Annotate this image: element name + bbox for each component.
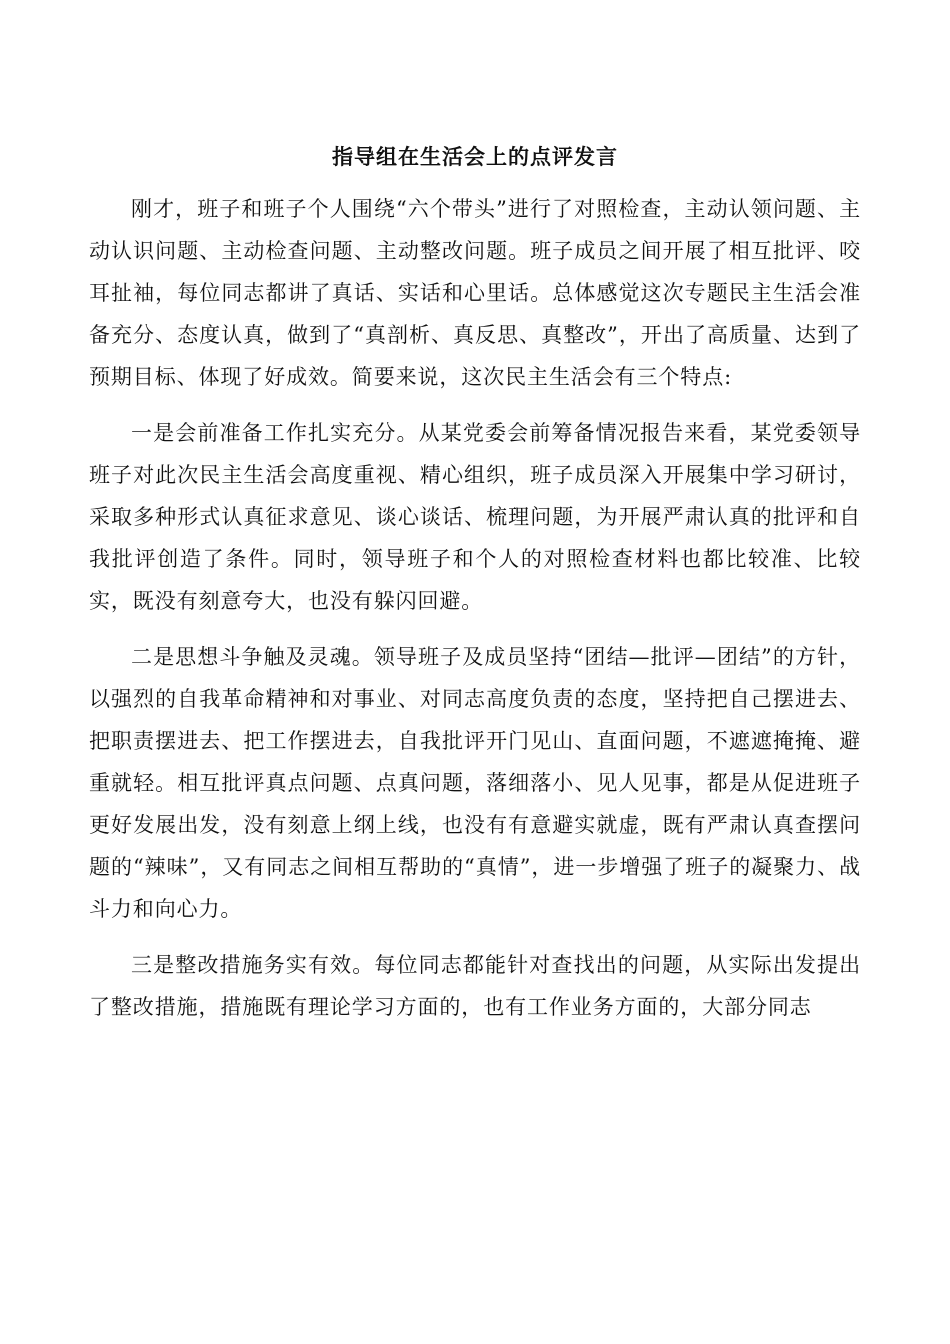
- paragraph-point-one: 一是会前准备工作扎实充分。从某党委会前筹备情况报告来看，某党委领导班子对此次民主生活会高度重视、精心组织，班子成员深入开展集中学习研讨，采取多种形式认真征求意见、谈心谈话、梳理问题，为开展严肃认真的批评和自我批评创造了条件。同时，领导班子和个人的对照检查材料也都比较准、比较实，既没有刻意夸大，也没有躲闪回避。: [89, 421, 861, 613]
- document-body: [89, 188, 861, 1028]
- paragraph-point-three: 三是整改措施务实有效。每位同志都能针对查找出的问题，从实际出发提出了整改措施，措施既有理论学习方面的，也有工作业务方面的，大部分同志: [89, 953, 861, 1019]
- paragraph-point-two: 二是思想斗争触及灵魂。领导班子及成员坚持“团结—批评—团结”的方针，以强烈的自我革命精神和对事业、对同志高度负责的态度，坚持把自己摆进去、把职责摆进去、把工作摆进去，自我批评开门见山、直面问题，不遮遮掩掩、避重就轻。相互批评真点问题、点真问题，落细落小、见人见事，都是从促进班子更好发展出发，没有刻意上纲上线，也没有有意避实就虚，既有严肃认真查摆问题的“辣味”，又有同志之间相互帮助的“真情”，进一步增强了班子的凝聚力、战斗力和向心力。: [89, 645, 861, 921]
- document-title: 指导组在生活会上的点评发言: [332, 145, 618, 169]
- paragraph-intro: 刚才，班子和班子个人围绕“六个带头”进行了对照检查，主动认领问题、主动认识问题、主动检查问题、主动整改问题。班子成员之间开展了相互批评、咬耳扯袖，每位同志都讲了真话、实话和心里话。总体感觉这次专题民主生活会准备充分、态度认真，做到了“真剖析、真反思、真整改”，开出了高质量、达到了预期目标、体现了好成效。简要来说，这次民主生活会有三个特点:: [89, 197, 861, 389]
